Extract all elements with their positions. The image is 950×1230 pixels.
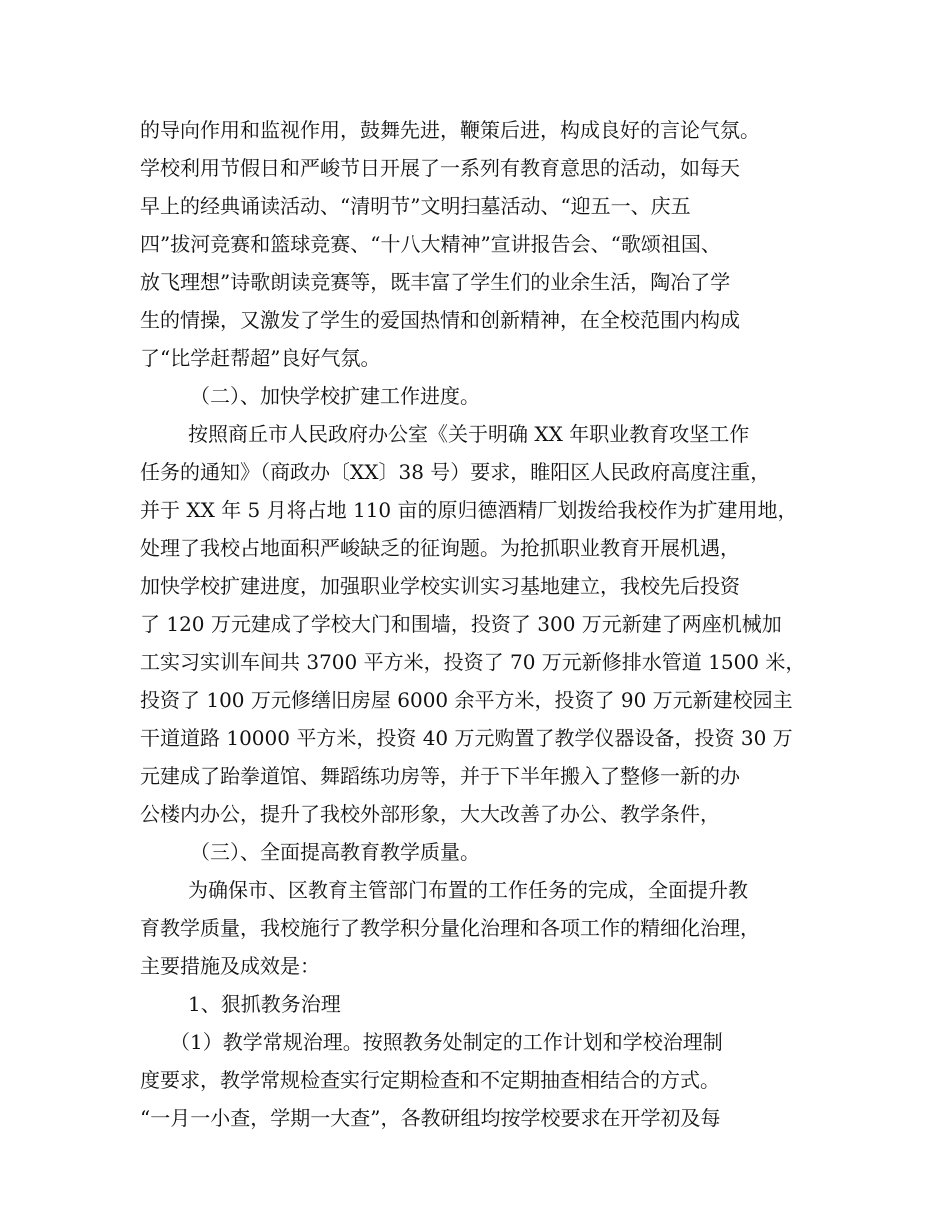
text-line: 四”拔河竞赛和篮球竞赛、“十八大精神”宣讲报告会、“歌颂祖国、 [140, 232, 721, 256]
text-line: 早上的经典诵读活动、“清明节”文明扫墓活动、“迎五一、庆五 [140, 194, 691, 218]
text-line: 了“比学赶帮超”良好气氛。 [140, 346, 381, 370]
text-line: 元建成了跆拳道馆、舞蹈练功房等，并于下半年搬入了整修一新的办 [140, 764, 740, 788]
text-line: 加快学校扩建进度，加强职业学校实训实习基地建立，我校先后投资 [140, 574, 740, 598]
text-line: 的导向作用和监视作用，鼓舞先进，鞭策后进，构成良好的言论气氛。 [140, 118, 760, 142]
text-line: 投资了 100 万元修缮旧房屋 6000 余平方米，投资了 90 万元新建校园主 [140, 688, 793, 712]
text-line: 生的情操，又激发了学生的爱国热情和创新精神，在全校范围内构成 [140, 308, 740, 332]
text-line: 为确保市、区教育主管部门布置的工作任务的完成，全面提升教 [188, 878, 748, 902]
text-line: 任务的通知》（商政办〔XX〕38 号）要求，睢阳区人民政府高度注重， [140, 460, 771, 484]
text-line: 按照商丘市人民政府办公室《关于明确 XX 年职业教育攻坚工作 [188, 422, 750, 446]
text-line: 并于 XX 年 5 月将占地 110 亩的原归德酒精厂划拨给我校作为扩建用地， [140, 498, 798, 522]
section-heading: （三）、全面提高教育教学质量。 [190, 840, 480, 864]
text-line: 度要求，教学常规检查实行定期检查和不定期抽查相结合的方式。 [140, 1068, 720, 1092]
text-line: 工实习实训车间共 3700 平方米，投资了 70 万元新修排水管道 1500 米， [140, 650, 806, 674]
text-line: （1）教学常规治理。按照教务处制定的工作计划和学校治理制 [170, 1030, 723, 1054]
text-line: 放飞理想”诗歌朗读竞赛等，既丰富了学生们的业余生活，陶冶了学 [140, 270, 731, 294]
text-line: 育教学质量，我校施行了教学积分量化治理和各项工作的精细化治理， [140, 916, 760, 940]
text-line: 主要措施及成效是： [140, 954, 320, 978]
text-line: 公楼内办公，提升了我校外部形象，大大改善了办公、教学条件， [140, 802, 720, 826]
section-heading: （二）、加快学校扩建工作进度。 [190, 384, 480, 408]
text-line: 学校利用节假日和严峻节日开展了一系列有教育意思的活动，如每天 [140, 156, 740, 180]
subsection-heading: 1、狠抓教务治理 [188, 992, 341, 1016]
text-line: 了 120 万元建成了学校大门和围墙，投资了 300 万元新建了两座机械加 [140, 612, 782, 636]
text-line: 干道道路 10000 平方米，投资 40 万元购置了教学仪器设备，投资 30 万 [140, 726, 793, 750]
text-line: 处理了我校占地面积严峻缺乏的征询题。为抢抓职业教育开展机遇， [140, 536, 740, 560]
text-line: “一月一小查，学期一大查”，各教研组均按学校要求在开学初及每 [140, 1106, 721, 1130]
